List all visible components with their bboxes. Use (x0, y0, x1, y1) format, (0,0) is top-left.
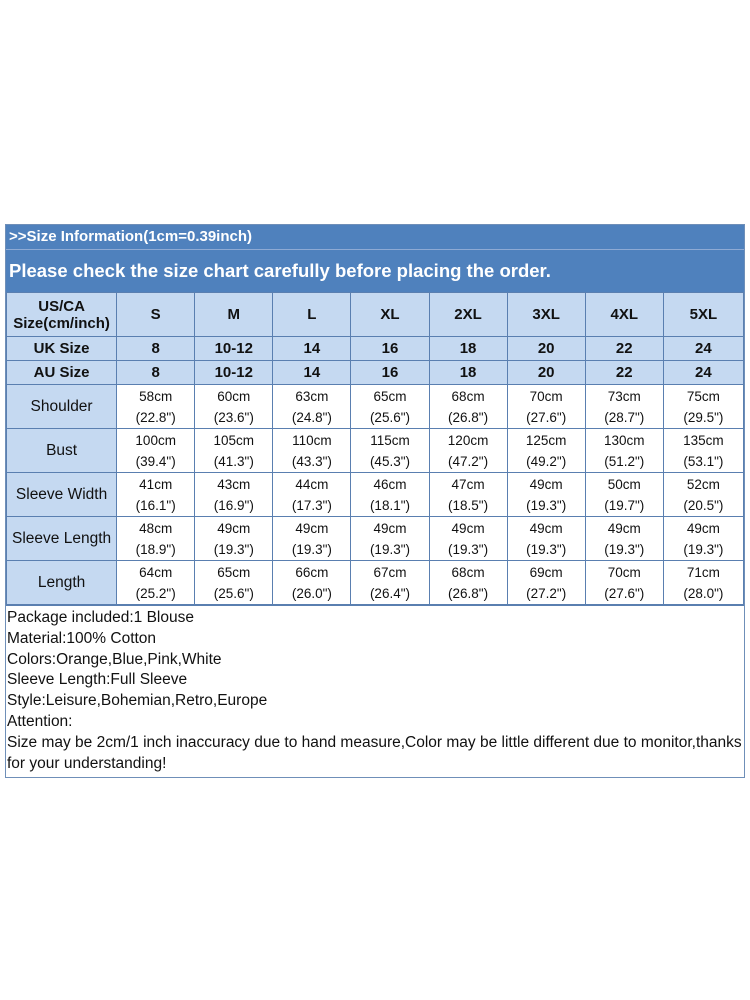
cm-value: 41cm (139, 476, 173, 492)
measurement-row (7, 517, 744, 561)
measurement-cell (351, 385, 429, 429)
measurement-cell (117, 385, 195, 429)
size-header-row (7, 293, 744, 337)
cm-value: 66cm (295, 564, 329, 580)
cm-value: 65cm (373, 388, 407, 404)
cm-value: 75cm (686, 388, 720, 404)
cm-value: 115cm (370, 432, 410, 448)
note-line: Style:Leisure,Bohemian,Retro,Europe (7, 692, 268, 710)
product-notes (6, 605, 744, 777)
measurement-row (7, 561, 744, 605)
cm-value: 73cm (607, 388, 641, 404)
measurement-cell (273, 517, 351, 561)
au-size-value: 20 (507, 361, 585, 385)
measurement-cell (273, 429, 351, 473)
measurement-cell (117, 473, 195, 517)
cm-value: 110cm (292, 432, 332, 448)
cm-value: 49cm (217, 520, 251, 536)
inch-value: (25.6") (369, 409, 410, 425)
inch-value: (27.6") (604, 585, 645, 601)
cm-value: 47cm (451, 476, 485, 492)
measurement-cell (273, 385, 351, 429)
au-size-label: AU Size (7, 361, 117, 385)
size-header: XL (351, 293, 429, 337)
au-size-value: 8 (117, 361, 195, 385)
measurement-cell (351, 561, 429, 605)
measurement-cell (585, 561, 663, 605)
note-line: Sleeve Length:Full Sleeve (7, 671, 188, 689)
inch-value: (19.3") (369, 541, 410, 557)
measurement-label: Shoulder (7, 385, 117, 429)
cm-value: 46cm (373, 476, 407, 492)
uk-size-value: 10-12 (195, 337, 273, 361)
cm-value: 125cm (525, 432, 567, 448)
inch-value: (20.5") (683, 497, 724, 513)
measurement-cell (117, 517, 195, 561)
measurement-label: Length (7, 561, 117, 605)
measurement-cell (507, 473, 585, 517)
uk-size-label: UK Size (7, 337, 117, 361)
cm-value: 70cm (529, 388, 563, 404)
inch-value: (27.2") (526, 585, 567, 601)
au-size-value: 24 (663, 361, 743, 385)
inch-value: (29.5") (683, 409, 724, 425)
size-header: S (117, 293, 195, 337)
inch-value: (28.0") (683, 585, 724, 601)
cm-value: 58cm (139, 388, 173, 404)
cm-value: 70cm (607, 564, 641, 580)
size-header: 2XL (429, 293, 507, 337)
inch-value: (18.1") (369, 497, 410, 513)
inch-value: (26.8") (448, 585, 489, 601)
uk-size-value: 8 (117, 337, 195, 361)
inch-value: (41.3") (213, 453, 254, 469)
note-line: Material:100% Cotton (7, 629, 157, 647)
cm-value: 49cm (529, 520, 563, 536)
inch-value: (26.4") (369, 585, 410, 601)
measurement-cell (663, 473, 743, 517)
inch-value: (19.3") (291, 541, 332, 557)
cm-value: 120cm (447, 432, 489, 448)
cm-value: 68cm (451, 388, 485, 404)
inch-value: (27.6") (526, 409, 567, 425)
measurement-cell (351, 517, 429, 561)
cm-value: 71cm (686, 564, 720, 580)
cm-value: 130cm (603, 432, 645, 448)
uk-size-value: 24 (663, 337, 743, 361)
cm-value: 63cm (295, 388, 329, 404)
measurement-cell (507, 517, 585, 561)
measurement-cell (195, 385, 273, 429)
inch-value: (26.0") (291, 585, 332, 601)
inch-value: (19.3") (526, 541, 567, 557)
cm-value: 49cm (373, 520, 407, 536)
size-header: L (273, 293, 351, 337)
size-header: 3XL (507, 293, 585, 337)
inch-value: (19.3") (604, 541, 645, 557)
measurement-cell (585, 473, 663, 517)
size-header: M (195, 293, 273, 337)
cm-value: 48cm (139, 520, 173, 536)
inch-value: (22.8") (135, 409, 176, 425)
measurement-cell (585, 429, 663, 473)
cm-value: 52cm (686, 476, 720, 492)
inch-value: (45.3") (369, 453, 410, 469)
cm-value: 49cm (451, 520, 485, 536)
measurement-label: Sleeve Width (7, 473, 117, 517)
uk-size-value: 14 (273, 337, 351, 361)
cm-value: 60cm (217, 388, 251, 404)
inch-value: (16.1") (135, 497, 176, 513)
measurement-cell (117, 429, 195, 473)
measurement-label: Bust (7, 429, 117, 473)
inch-value: (18.5") (448, 497, 489, 513)
cm-value: 100cm (135, 432, 176, 448)
note-line: Attention: (7, 712, 73, 730)
inch-value: (47.2") (448, 453, 489, 469)
measurement-cell (663, 429, 743, 473)
measurement-label: Sleeve Length (7, 517, 117, 561)
inch-value: (28.7") (604, 409, 645, 425)
inch-value: (19.3") (213, 541, 254, 557)
cm-value: 43cm (217, 476, 251, 492)
size-header: 5XL (663, 293, 743, 337)
inch-value: (24.8") (291, 409, 332, 425)
measurement-row (7, 473, 744, 517)
inch-value: (19.7") (604, 497, 645, 513)
cm-value: 50cm (607, 476, 641, 492)
cm-value: 105cm (213, 432, 255, 448)
uk-size-value: 18 (429, 337, 507, 361)
au-size-value: 22 (585, 361, 663, 385)
size-chart (5, 224, 745, 778)
inch-value: (51.2") (604, 453, 645, 469)
measurement-cell (585, 385, 663, 429)
inch-value: (19.3") (683, 541, 724, 557)
size-info-heading: >>Size Information(1cm=0.39inch) (6, 225, 744, 250)
inch-value: (39.4") (135, 453, 176, 469)
measurement-row (7, 429, 744, 473)
inch-value: (43.3") (291, 453, 332, 469)
measurement-cell (273, 561, 351, 605)
measurement-cell (195, 561, 273, 605)
measurement-cell (195, 473, 273, 517)
measurement-cell (585, 517, 663, 561)
cm-value: 67cm (373, 564, 407, 580)
cm-value: 65cm (217, 564, 251, 580)
inch-value: (17.3") (291, 497, 332, 513)
au-size-row (7, 361, 744, 385)
measurement-cell (429, 473, 507, 517)
measurement-cell (507, 385, 585, 429)
cm-value: 49cm (529, 476, 563, 492)
measurement-cell (663, 561, 743, 605)
size-table (6, 292, 744, 605)
uk-size-value: 22 (585, 337, 663, 361)
uk-size-value: 16 (351, 337, 429, 361)
uk-size-row (7, 337, 744, 361)
size-header: 4XL (585, 293, 663, 337)
measurement-cell (273, 473, 351, 517)
cm-value: 64cm (139, 564, 173, 580)
au-size-value: 16 (351, 361, 429, 385)
inch-value: (26.8") (448, 409, 489, 425)
au-size-value: 14 (273, 361, 351, 385)
measurement-cell (429, 517, 507, 561)
uk-size-value: 20 (507, 337, 585, 361)
note-line: Size may be 2cm/1 inch inaccuracy due to hand measure,Color may be little different due to monitor,thanks for your understanding! (7, 733, 742, 772)
note-line: Colors:Orange,Blue,Pink,White (7, 650, 222, 668)
inch-value: (25.2") (135, 585, 176, 601)
measurement-cell (507, 429, 585, 473)
inch-value: (25.6") (213, 585, 254, 601)
corner-label: US/CA Size(cm/inch) (7, 293, 117, 337)
measurement-cell (351, 473, 429, 517)
measurement-row (7, 385, 744, 429)
inch-value: (19.3") (526, 497, 567, 513)
cm-value: 49cm (686, 520, 720, 536)
measurement-cell (117, 561, 195, 605)
inch-value: (49.2") (526, 453, 567, 469)
cm-value: 49cm (295, 520, 329, 536)
cm-value: 135cm (683, 432, 724, 448)
au-size-value: 10-12 (195, 361, 273, 385)
inch-value: (53.1") (683, 453, 724, 469)
inch-value: (18.9") (135, 541, 176, 557)
measurement-cell (195, 429, 273, 473)
au-size-value: 18 (429, 361, 507, 385)
measurement-cell (351, 429, 429, 473)
measurement-cell (663, 517, 743, 561)
cm-value: 69cm (529, 564, 563, 580)
cm-value: 44cm (295, 476, 329, 492)
measurement-cell (507, 561, 585, 605)
inch-value: (23.6") (213, 409, 254, 425)
measurement-cell (429, 429, 507, 473)
inch-value: (19.3") (448, 541, 489, 557)
note-line: Package included:1 Blouse (7, 609, 194, 626)
measurement-cell (429, 385, 507, 429)
cm-value: 49cm (607, 520, 641, 536)
size-chart-warning: Please check the size chart carefully before placing the order. (6, 250, 744, 292)
measurement-cell (195, 517, 273, 561)
inch-value: (16.9") (213, 497, 254, 513)
cm-value: 68cm (451, 564, 485, 580)
measurement-cell (429, 561, 507, 605)
measurement-cell (663, 385, 743, 429)
